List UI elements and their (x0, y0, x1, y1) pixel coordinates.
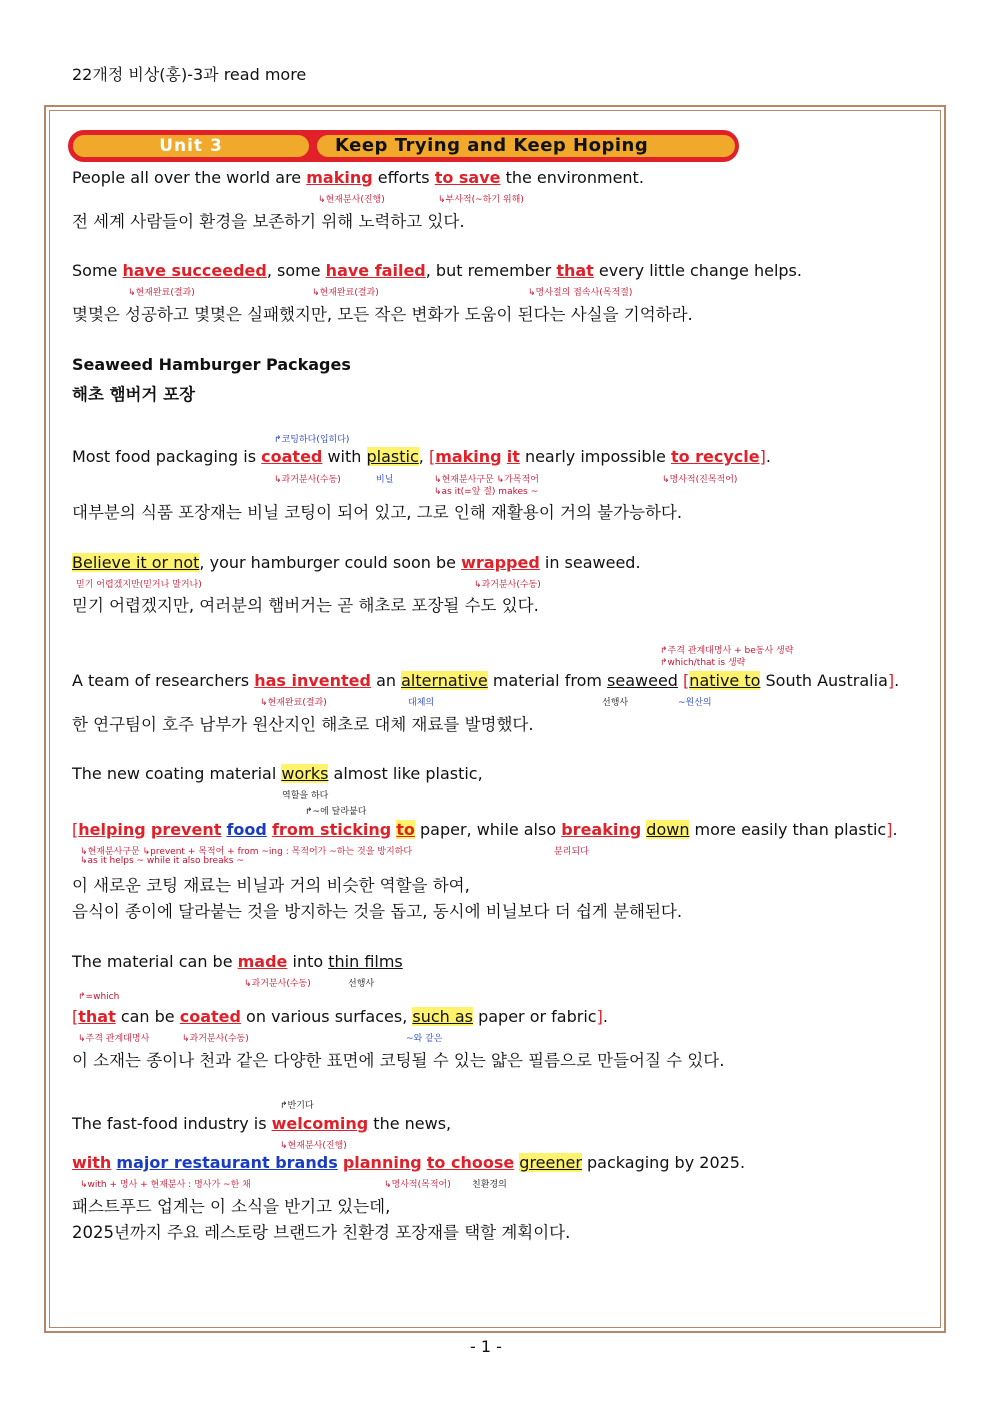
sentence-8-ko-1: 패스트푸드 업계는 이 소식을 반기고 있는데, (72, 1197, 391, 1216)
note-made: ↳과거분사(수동) (244, 979, 311, 989)
sentence-4-ko: 믿기 어렵겠지만, 여러분의 햄버거는 곧 해초로 포장될 수도 있다. (72, 596, 539, 615)
note-welcome-top: ↱반기다 (280, 1101, 314, 1111)
sentence-5-en: A team of researchers has invented an alternative material from seaweed [native to South Australia]. (72, 671, 900, 690)
note-top1: ↱주격 관계대명사 + be동사 생략 (660, 646, 794, 656)
note-films: 선행사 (348, 979, 375, 989)
word-to-save: to save (434, 168, 501, 187)
sentence-6-ko-2: 음식이 종이에 달라붙는 것을 방지하는 것을 돕고, 동시에 비닐보다 더 쉽게 분해된다. (72, 902, 683, 921)
note-stick: ↱~에 달라붙다 (305, 807, 367, 817)
note-greener: 친환경의 (472, 1180, 507, 1190)
sentence-1-ko: 전 세계 사람들이 환경을 보존하기 위해 노력하고 있다. (72, 212, 465, 231)
note-to-save: ↳부사적(~하기 위해) (438, 195, 524, 205)
sentence-2-ko: 몇몇은 성공하고 몇몇은 실패했지만, 모든 작은 변화가 도움이 된다는 사실을 기억하라. (72, 305, 693, 324)
sentence-2-en: Some have succeeded, some have failed, but remember that every little change helps. (72, 261, 802, 280)
sentence-8-en-a: The fast-food industry is welcoming the news, (72, 1114, 452, 1133)
note-coated-above: ↱코팅하다(입히다) (274, 435, 350, 445)
note-making: ↳현재분사(진행) (318, 195, 385, 205)
note-top2: ↱which/that is 생략 (660, 658, 746, 668)
sentence-4-en: Believe it or not, your hamburger could soon be wrapped in seaweed. (72, 553, 641, 572)
note-seaweed: 선행사 (602, 698, 629, 708)
note-succeeded: ↳현재완료(결과) (128, 288, 195, 298)
sentence-1-en: People all over the world are making efforts to save the environment. (72, 168, 644, 187)
note-works: 역할을 하다 (282, 791, 329, 801)
sentence-8-en-b: with major restaurant brands planning to choose greener packaging by 2025. (72, 1153, 746, 1172)
section-title-en: Seaweed Hamburger Packages (72, 355, 351, 374)
note-believe: 믿기 어렵겠지만(믿거나 말거나) (76, 580, 202, 590)
word-making: making (306, 168, 373, 187)
note-recycle: ↳명사적(진목적어) (662, 475, 738, 485)
note-with: ↳with + 명사 + 현재분사 : 명사가 ~한 채 (80, 1180, 251, 1190)
note-choose: ↳명사적(목적어) (384, 1180, 451, 1190)
note-failed: ↳현재완료(결과) (312, 288, 379, 298)
sentence-7-en-b: [that can be coated on various surfaces, such as paper or fabric]. (72, 1007, 608, 1026)
note-welcoming: ↳현재분사(진행) (280, 1141, 347, 1151)
note-native: ~원산의 (678, 698, 712, 708)
note-helping-2: ↳as it helps ~ while it also breaks ~ (80, 856, 244, 866)
sentence-6-en-a: The new coating material works almost like plastic, (72, 764, 483, 783)
note-invented: ↳현재완료(결과) (260, 698, 327, 708)
note-coated: ↳과거분사(수동) (274, 475, 341, 485)
unit-title: Keep Trying and Keep Hoping (317, 135, 735, 157)
sentence-7-en-a: The material can be made into thin films (72, 952, 403, 971)
note-breaking: 분리되다 (554, 847, 589, 857)
sentence-5-ko: 한 연구팀이 호주 남부가 원산지인 해초로 대체 재료를 발명했다. (72, 715, 534, 734)
note-alternative: 대체의 (408, 698, 435, 708)
document-header-title: 22개정 비상(홍)-3과 read more (72, 65, 307, 84)
unit-banner (68, 130, 739, 162)
note-coated-2: ↳과거분사(수동) (182, 1034, 249, 1044)
note-which: ↱=which (78, 992, 120, 1002)
sentence-6-ko-1: 이 새로운 코팅 재료는 비닐과 거의 비슷한 역할을 하여, (72, 876, 470, 895)
note-plastic: 비닐 (376, 475, 394, 485)
note-that: ↳명사절의 접속사(목적절) (528, 288, 633, 298)
section-title-ko: 해초 햄버거 포장 (72, 385, 196, 404)
sentence-3-en: Most food packaging is coated with plastic, [making it nearly impossible to recycle]. (72, 447, 771, 466)
sentence-7-ko: 이 소재는 종이나 천과 같은 다양한 표면에 코팅될 수 있는 얇은 필름으로 만들어질 수 있다. (72, 1051, 725, 1070)
note-such-as: ~와 같은 (406, 1034, 443, 1044)
note-making: ↳현재분사구문 ↳가목적어 (434, 475, 539, 485)
note-that: ↳주격 관계대명사 (78, 1034, 150, 1044)
page-number: - 1 - (470, 1337, 502, 1356)
note-making-2: ↳as it(=앞 절) makes ~ (434, 487, 539, 497)
note-wrapped: ↳과거분사(수동) (474, 580, 541, 590)
sentence-3-ko: 대부분의 식품 포장재는 비닐 코팅이 되어 있고, 그로 인해 재활용이 거의 불가능하다. (72, 503, 683, 522)
sentence-8-ko-2: 2025년까지 주요 레스토랑 브랜드가 친환경 포장재를 택할 계획이다. (72, 1223, 571, 1242)
unit-label: Unit 3 (73, 135, 309, 157)
sentence-6-en-b: [helping prevent food from sticking to paper, while also breaking down more easily than plastic]. (72, 820, 898, 839)
note-helping: ↳현재분사구문 ↳prevent + 목적어 + from ~ing : 목적어가 ~하는 것을 방지하다 (80, 847, 413, 857)
